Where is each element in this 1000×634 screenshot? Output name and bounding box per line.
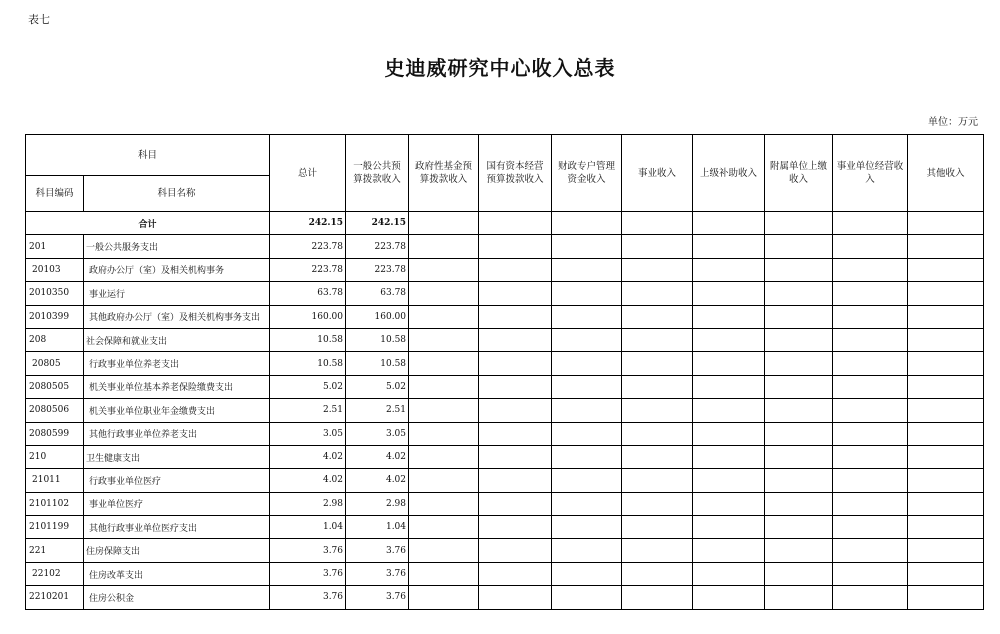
total-amount: 10.58 xyxy=(270,352,346,375)
subject-code: 2010350 xyxy=(26,282,84,305)
subject-name: 事业单位医疗 xyxy=(84,492,270,515)
empty-cell xyxy=(479,516,552,539)
general-budget-amount: 10.58 xyxy=(346,328,409,351)
header-col: 总计 xyxy=(270,135,346,212)
empty-cell xyxy=(409,562,479,585)
empty-cell xyxy=(833,282,908,305)
total-amount: 4.02 xyxy=(270,445,346,468)
empty-cell xyxy=(409,235,479,258)
empty-cell xyxy=(479,399,552,422)
empty-cell xyxy=(693,422,765,445)
table-row xyxy=(26,328,984,351)
empty-cell xyxy=(765,562,833,585)
empty-cell xyxy=(622,235,693,258)
empty-cell xyxy=(908,258,984,281)
empty-cell xyxy=(552,399,622,422)
table-number: 表七 xyxy=(28,13,50,26)
general-budget-amount: 1.04 xyxy=(346,516,409,539)
total-amount: 10.58 xyxy=(270,328,346,351)
empty-cell xyxy=(552,586,622,609)
empty-cell xyxy=(833,586,908,609)
empty-cell xyxy=(479,375,552,398)
empty-cell xyxy=(693,539,765,562)
empty-cell xyxy=(693,305,765,328)
header-code: 科目编码 xyxy=(26,176,84,212)
total-label: 合计 xyxy=(26,212,270,235)
subject-name: 行政事业单位医疗 xyxy=(84,469,270,492)
empty-cell xyxy=(622,539,693,562)
empty-cell xyxy=(765,539,833,562)
subject-name: 其他行政事业单位养老支出 xyxy=(84,422,270,445)
total-general-budget: 242.15 xyxy=(346,212,409,235)
empty-cell xyxy=(622,328,693,351)
empty-cell xyxy=(622,516,693,539)
empty-cell xyxy=(908,445,984,468)
empty-cell xyxy=(833,305,908,328)
table-row xyxy=(26,422,984,445)
empty-cell xyxy=(693,492,765,515)
total-amount: 3.76 xyxy=(270,562,346,585)
empty-cell xyxy=(833,516,908,539)
subject-code: 22102 xyxy=(26,562,84,585)
general-budget-amount: 2.98 xyxy=(346,492,409,515)
empty-cell xyxy=(479,492,552,515)
table-row xyxy=(26,399,984,422)
empty-cell xyxy=(552,469,622,492)
subject-code: 21011 xyxy=(26,469,84,492)
subject-code: 2080505 xyxy=(26,375,84,398)
subject-name: 机关事业单位基本养老保险缴费支出 xyxy=(84,375,270,398)
table-row xyxy=(26,492,984,515)
empty-cell xyxy=(908,422,984,445)
empty-cell xyxy=(479,328,552,351)
empty-cell xyxy=(409,352,479,375)
empty-cell xyxy=(622,492,693,515)
subject-code: 210 xyxy=(26,445,84,468)
empty-cell xyxy=(552,539,622,562)
table-row xyxy=(26,445,984,468)
empty-cell xyxy=(765,492,833,515)
empty-cell xyxy=(479,422,552,445)
empty-cell xyxy=(552,492,622,515)
empty-cell xyxy=(479,305,552,328)
empty-cell xyxy=(622,282,693,305)
general-budget-amount: 2.51 xyxy=(346,399,409,422)
empty-cell xyxy=(479,562,552,585)
empty-cell xyxy=(409,469,479,492)
empty-cell xyxy=(409,539,479,562)
empty-cell xyxy=(908,235,984,258)
total-amount: 223.78 xyxy=(270,235,346,258)
subject-name: 住房改革支出 xyxy=(84,562,270,585)
subject-name: 住房公积金 xyxy=(84,586,270,609)
empty-cell xyxy=(622,399,693,422)
empty-cell xyxy=(908,562,984,585)
empty-cell xyxy=(409,305,479,328)
subject-code: 20805 xyxy=(26,352,84,375)
empty-cell xyxy=(693,445,765,468)
subject-name: 其他行政事业单位医疗支出 xyxy=(84,516,270,539)
empty-cell xyxy=(908,516,984,539)
table-row xyxy=(26,469,984,492)
general-budget-amount: 3.05 xyxy=(346,422,409,445)
unit-label: 单位：万元 xyxy=(928,117,978,128)
table-row xyxy=(26,282,984,305)
empty-cell xyxy=(833,445,908,468)
subject-code: 2101102 xyxy=(26,492,84,515)
total-amount: 2.51 xyxy=(270,399,346,422)
empty-cell xyxy=(622,375,693,398)
empty-cell xyxy=(693,586,765,609)
empty-cell xyxy=(552,305,622,328)
empty-cell xyxy=(908,375,984,398)
general-budget-amount: 160.00 xyxy=(346,305,409,328)
empty-cell xyxy=(765,352,833,375)
subject-code: 201 xyxy=(26,235,84,258)
subject-code: 2080506 xyxy=(26,399,84,422)
general-budget-amount: 63.78 xyxy=(346,282,409,305)
empty-cell xyxy=(765,258,833,281)
empty-cell xyxy=(693,562,765,585)
empty-cell xyxy=(409,445,479,468)
subject-name: 政府办公厅（室）及相关机构事务 xyxy=(84,258,270,281)
empty-cell xyxy=(552,282,622,305)
empty-cell xyxy=(833,562,908,585)
empty-cell xyxy=(833,492,908,515)
empty-cell xyxy=(908,469,984,492)
empty-cell xyxy=(833,399,908,422)
empty-cell xyxy=(908,352,984,375)
total-amount: 3.76 xyxy=(270,586,346,609)
empty-cell xyxy=(765,282,833,305)
empty-cell xyxy=(833,328,908,351)
page-title: 史迪威研究中心收入总表 xyxy=(384,56,616,80)
empty-cell xyxy=(765,328,833,351)
total-amount: 1.04 xyxy=(270,516,346,539)
total-amount: 63.78 xyxy=(270,282,346,305)
table-row xyxy=(26,375,984,398)
empty-cell xyxy=(908,305,984,328)
empty-cell xyxy=(765,235,833,258)
subject-code: 208 xyxy=(26,328,84,351)
table-row xyxy=(26,562,984,585)
empty-cell xyxy=(908,492,984,515)
empty-cell xyxy=(409,328,479,351)
empty-cell xyxy=(409,375,479,398)
total-amount: 5.02 xyxy=(270,375,346,398)
empty-cell xyxy=(833,375,908,398)
table-row xyxy=(26,586,984,609)
general-budget-amount: 3.76 xyxy=(346,586,409,609)
empty-cell xyxy=(765,586,833,609)
empty-cell xyxy=(409,258,479,281)
empty-cell xyxy=(693,328,765,351)
empty-cell xyxy=(622,469,693,492)
empty-cell xyxy=(693,516,765,539)
empty-cell xyxy=(479,235,552,258)
empty-cell xyxy=(765,422,833,445)
header-col: 一般公共预算拨款收入 xyxy=(346,135,409,212)
header-col: 上级补助收入 xyxy=(693,135,765,212)
header-col: 事业收入 xyxy=(622,135,693,212)
empty-cell xyxy=(479,282,552,305)
header-col: 财政专户管理资金收入 xyxy=(552,135,622,212)
general-budget-amount: 4.02 xyxy=(346,445,409,468)
empty-cell xyxy=(479,258,552,281)
empty-cell xyxy=(765,399,833,422)
empty-cell xyxy=(693,469,765,492)
subject-name: 其他政府办公厅（室）及相关机构事务支出 xyxy=(84,305,270,328)
general-budget-amount: 3.76 xyxy=(346,562,409,585)
subject-name: 行政事业单位养老支出 xyxy=(84,352,270,375)
table-row xyxy=(26,352,984,375)
empty-cell xyxy=(552,375,622,398)
empty-cell xyxy=(479,469,552,492)
empty-cell xyxy=(479,445,552,468)
empty-cell xyxy=(409,492,479,515)
total-amount: 242.15 xyxy=(270,212,346,235)
total-amount: 2.98 xyxy=(270,492,346,515)
total-amount: 3.05 xyxy=(270,422,346,445)
empty-cell xyxy=(693,258,765,281)
empty-cell xyxy=(622,445,693,468)
subject-name: 卫生健康支出 xyxy=(84,445,270,468)
subject-name: 机关事业单位职业年金缴费支出 xyxy=(84,399,270,422)
empty-cell xyxy=(693,399,765,422)
table-row xyxy=(26,516,984,539)
empty-cell xyxy=(409,399,479,422)
header-col: 国有资本经营预算拨款收入 xyxy=(479,135,552,212)
header-col: 附属单位上缴收入 xyxy=(765,135,833,212)
total-amount: 160.00 xyxy=(270,305,346,328)
header-col: 事业单位经营收入 xyxy=(833,135,908,212)
empty-cell xyxy=(693,375,765,398)
empty-cell xyxy=(479,586,552,609)
empty-cell xyxy=(479,352,552,375)
total-amount: 3.76 xyxy=(270,539,346,562)
empty-cell xyxy=(833,422,908,445)
empty-cell xyxy=(552,422,622,445)
subject-name: 事业运行 xyxy=(84,282,270,305)
empty-cell xyxy=(622,422,693,445)
empty-cell xyxy=(552,516,622,539)
table-row xyxy=(26,539,984,562)
subject-name: 社会保障和就业支出 xyxy=(84,328,270,351)
general-budget-amount: 3.76 xyxy=(346,539,409,562)
general-budget-amount: 223.78 xyxy=(346,258,409,281)
header-col: 政府性基金预算拨款收入 xyxy=(409,135,479,212)
empty-cell xyxy=(409,422,479,445)
empty-cell xyxy=(552,258,622,281)
subject-code: 2080599 xyxy=(26,422,84,445)
table-row xyxy=(26,305,984,328)
table-row xyxy=(26,235,984,258)
empty-cell xyxy=(622,352,693,375)
general-budget-amount: 4.02 xyxy=(346,469,409,492)
empty-cell xyxy=(622,562,693,585)
subject-code: 221 xyxy=(26,539,84,562)
empty-cell xyxy=(908,539,984,562)
empty-cell xyxy=(765,445,833,468)
empty-cell xyxy=(622,586,693,609)
empty-cell xyxy=(765,516,833,539)
subject-name: 住房保障支出 xyxy=(84,539,270,562)
total-amount: 223.78 xyxy=(270,258,346,281)
empty-cell xyxy=(765,469,833,492)
empty-cell xyxy=(693,235,765,258)
empty-cell xyxy=(693,352,765,375)
empty-cell xyxy=(552,562,622,585)
empty-cell xyxy=(409,586,479,609)
header-name: 科目名称 xyxy=(84,176,270,212)
empty-cell xyxy=(479,539,552,562)
empty-cell xyxy=(765,375,833,398)
empty-cell xyxy=(622,258,693,281)
general-budget-amount: 223.78 xyxy=(346,235,409,258)
empty-cell xyxy=(833,352,908,375)
header-subject: 科目 xyxy=(26,135,270,176)
empty-cell xyxy=(908,586,984,609)
empty-cell xyxy=(908,399,984,422)
table-row xyxy=(26,258,984,281)
empty-cell xyxy=(833,235,908,258)
empty-cell xyxy=(693,282,765,305)
empty-cell xyxy=(552,328,622,351)
empty-cell xyxy=(765,305,833,328)
empty-cell xyxy=(908,328,984,351)
total-row xyxy=(26,212,984,235)
empty-cell xyxy=(552,352,622,375)
income-summary-table xyxy=(25,134,984,610)
general-budget-amount: 10.58 xyxy=(346,352,409,375)
header-col: 其他收入 xyxy=(908,135,984,212)
empty-cell xyxy=(833,469,908,492)
empty-cell xyxy=(552,445,622,468)
subject-code: 2101199 xyxy=(26,516,84,539)
subject-code: 2010399 xyxy=(26,305,84,328)
empty-cell xyxy=(409,516,479,539)
empty-cell xyxy=(833,258,908,281)
empty-cell xyxy=(622,305,693,328)
subject-code: 2210201 xyxy=(26,586,84,609)
empty-cell xyxy=(908,282,984,305)
subject-code: 20103 xyxy=(26,258,84,281)
total-amount: 4.02 xyxy=(270,469,346,492)
empty-cell xyxy=(833,539,908,562)
empty-cell xyxy=(552,235,622,258)
general-budget-amount: 5.02 xyxy=(346,375,409,398)
empty-cell xyxy=(409,282,479,305)
subject-name: 一般公共服务支出 xyxy=(84,235,270,258)
